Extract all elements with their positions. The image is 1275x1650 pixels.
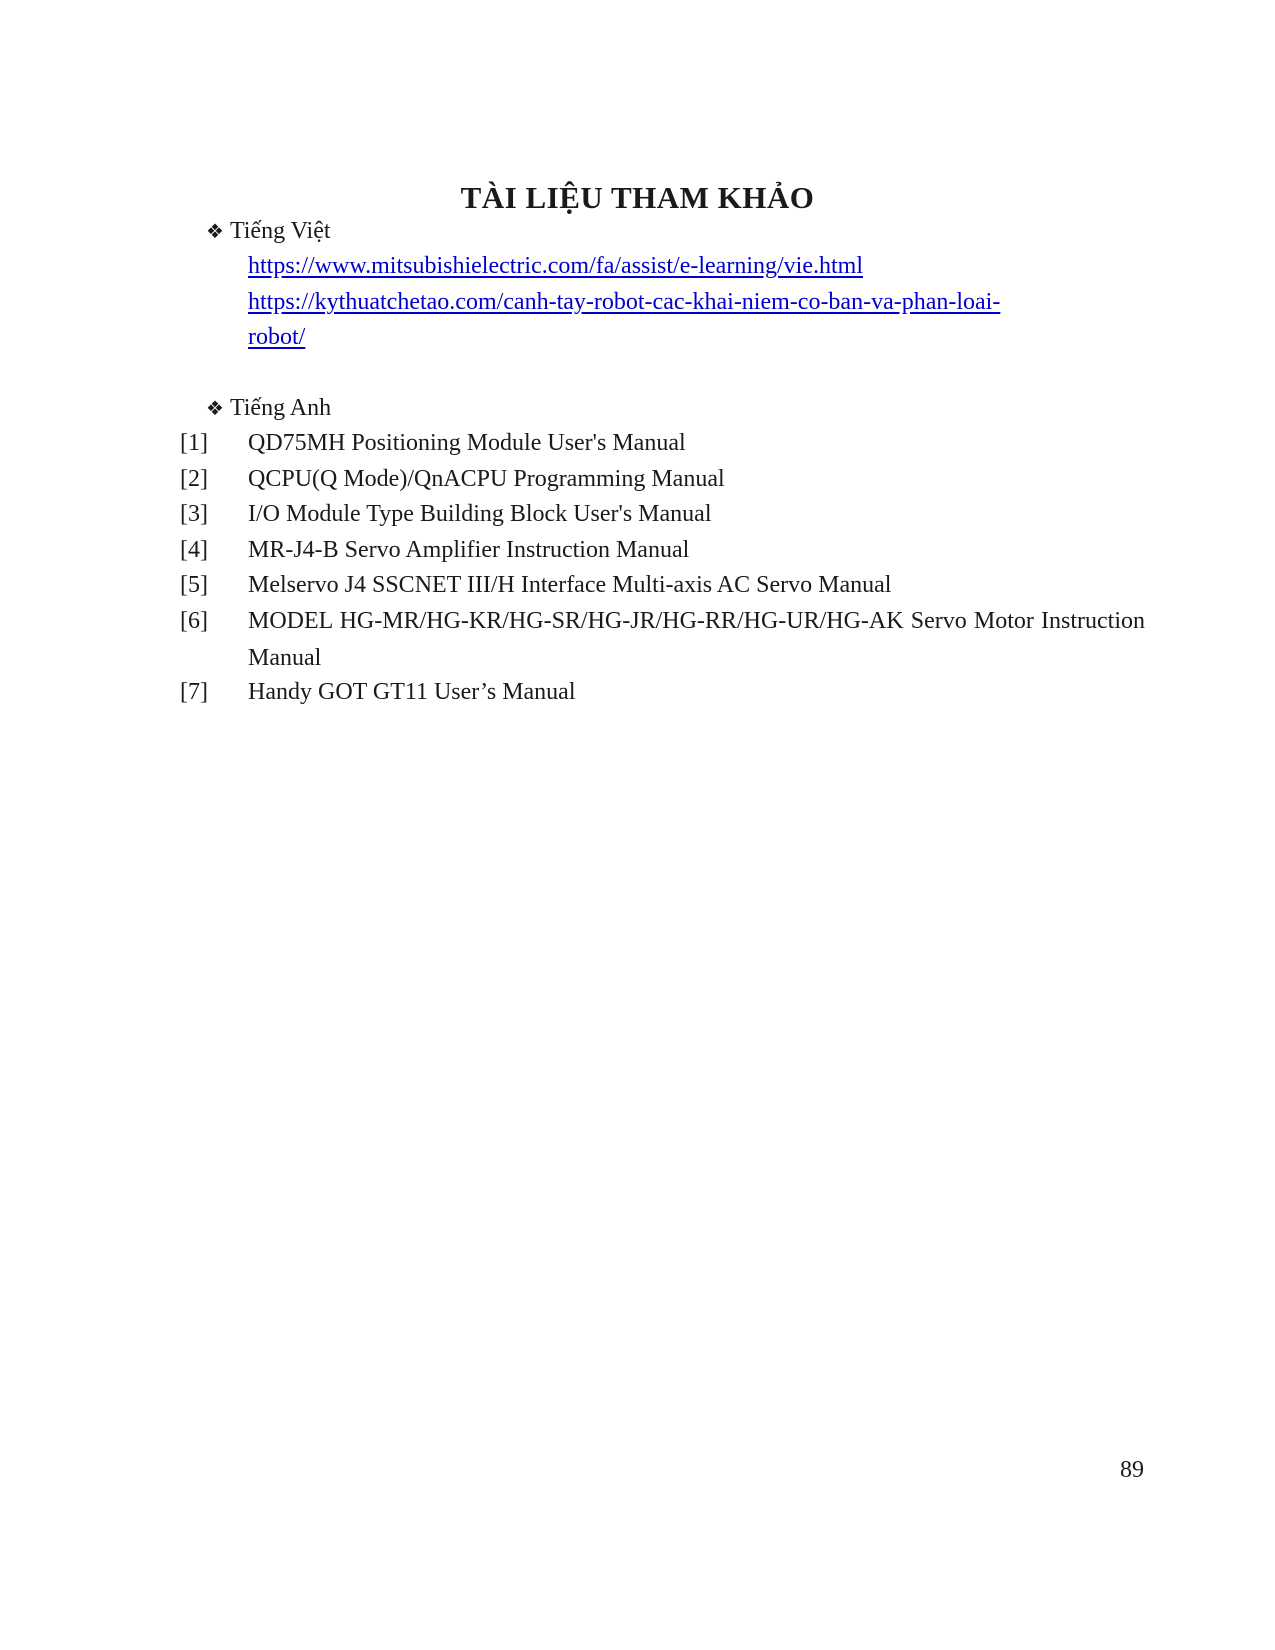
section-heading-label: Tiếng Việt [229, 218, 331, 244]
reference-number: [4] [180, 537, 208, 563]
reference-number: [3] [180, 501, 208, 527]
reference-number: [7] [180, 679, 208, 705]
reference-text: I/O Module Type Building Block User's Manual [248, 501, 712, 527]
diamond-bullet-icon: ❖ [206, 396, 224, 420]
section-heading-label: Tiếng Anh [229, 395, 332, 421]
diamond-bullet-icon: ❖ [206, 219, 224, 243]
reference-link-kythuatchetao[interactable]: https://kythuatchetao.com/canh-tay-robot-cac-khai-niem-co-ban-va-phan-loai- [248, 289, 1001, 315]
reference-link-mitsubishi[interactable]: https://www.mitsubishielectric.com/fa/assist/e-learning/vie.html [248, 253, 863, 279]
reference-number: [6] [180, 608, 208, 634]
reference-text: QCPU(Q Mode)/QnACPU Programming Manual [248, 466, 725, 492]
section-heading-english [206, 393, 331, 423]
reference-text: MODEL HG-MR/HG-KR/HG-SR/HG-JR/HG-RR/HG-UR/HG-AK Servo Motor Instruction Manual [248, 608, 1145, 671]
page-number: 89 [1120, 1457, 1144, 1483]
reference-number: [1] [180, 430, 208, 456]
reference-text: Melservo J4 SSCNET III/H Interface Multi-axis AC Servo Manual [248, 572, 892, 598]
reference-text: MR-J4-B Servo Amplifier Instruction Manual [248, 537, 690, 563]
section-heading-vietnamese [206, 216, 331, 246]
reference-text: Handy GOT GT11 User’s Manual [248, 679, 576, 705]
reference-number: [5] [180, 572, 208, 598]
reference-link-kythuatchetao-continued[interactable]: robot/ [248, 324, 306, 350]
reference-number: [2] [180, 466, 208, 492]
reference-text: QD75MH Positioning Module User's Manual [248, 430, 686, 456]
page-title: TÀI LIỆU THAM KHẢO [460, 180, 815, 215]
